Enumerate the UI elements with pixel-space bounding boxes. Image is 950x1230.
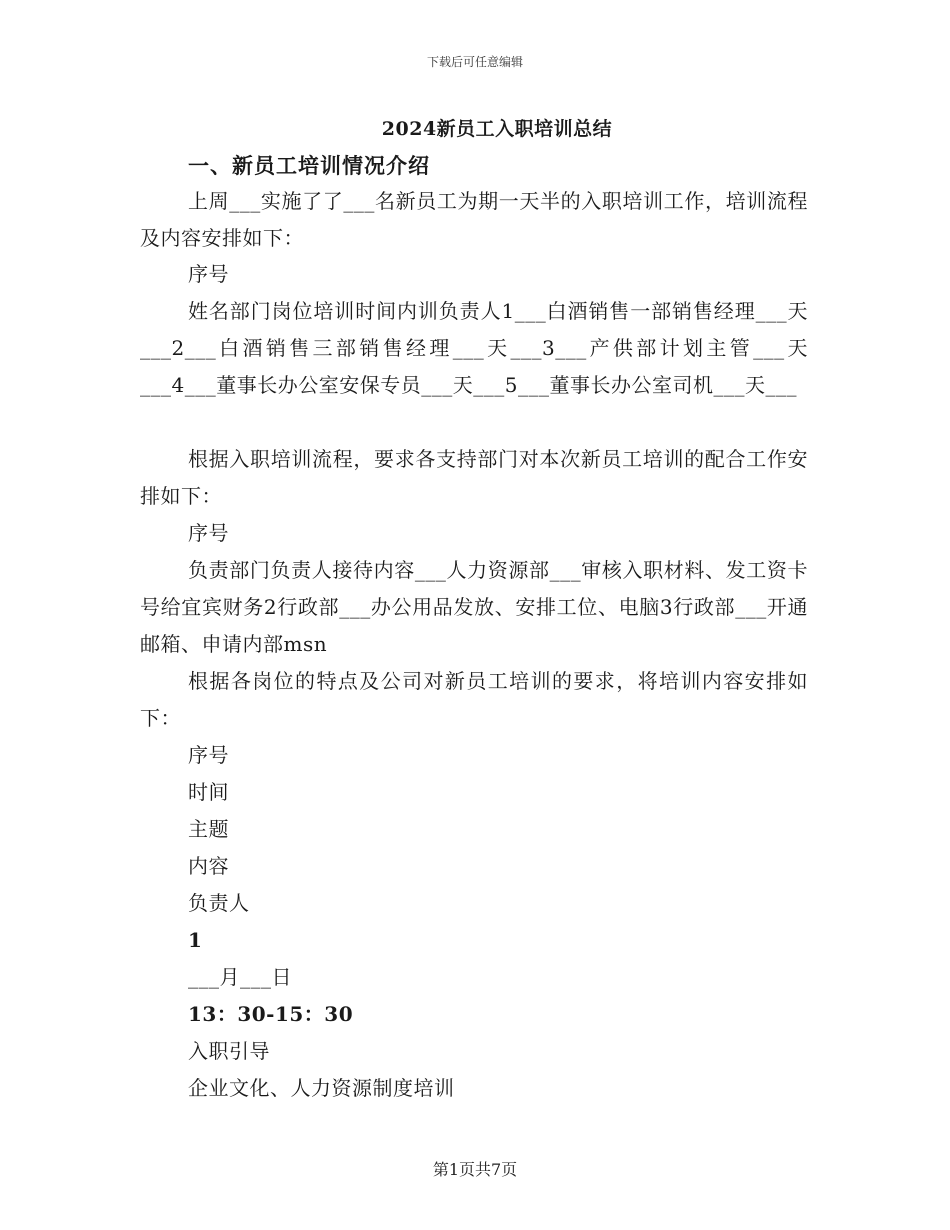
table-line: ___月___日 bbox=[188, 965, 292, 989]
table-line: 负责人 bbox=[188, 891, 250, 915]
paragraph-intro: 上周___实施了了___名新员工为期一天半的入职培训工作，培训流程及内容安排如下： bbox=[140, 189, 808, 250]
document-title: 2024新员工入职培训总结 bbox=[381, 118, 613, 140]
paragraph-staff-list: 姓名部门岗位培训时间内训负责人1___白酒销售一部销售经理___天___2___白酒销售三部销售经理___天___3___产供部计划主管___天___4___董事长办公室安保专员___天___5___董事长办公室司机___天___ bbox=[140, 299, 808, 397]
label-serial-1: 序号 bbox=[188, 262, 229, 286]
page-indicator: 第1页共7页 bbox=[432, 1160, 518, 1179]
paragraph-support-intro: 根据入职培训流程，要求各支持部门对本次新员工培训的配合工作安排如下： bbox=[140, 447, 808, 508]
table-line: 内容 bbox=[188, 854, 229, 878]
table-line: 企业文化、人力资源制度培训 bbox=[188, 1076, 455, 1100]
table-line: 13：30-15：30 bbox=[188, 1002, 354, 1026]
table-line: 主题 bbox=[188, 817, 229, 841]
table-line: 序号 bbox=[188, 743, 229, 767]
table-line: 1 bbox=[188, 928, 203, 952]
table-line: 时间 bbox=[188, 780, 229, 804]
label-serial-2: 序号 bbox=[188, 521, 229, 545]
header-note: 下载后可任意编辑 bbox=[426, 55, 523, 69]
section-heading: 一、新员工培训情况介绍 bbox=[188, 153, 430, 178]
paragraph-support-list: 负责部门负责人接待内容___人力资源部___审核入职材料、发工资卡号给宜宾财务2行政部___办公用品发放、安排工位、电脑3行政部___开通邮箱、申请内部msn bbox=[140, 558, 808, 656]
table-line: 入职引导 bbox=[188, 1039, 270, 1063]
paragraph-content-intro: 根据各岗位的特点及公司对新员工培训的要求，将培训内容安排如下： bbox=[140, 669, 808, 730]
